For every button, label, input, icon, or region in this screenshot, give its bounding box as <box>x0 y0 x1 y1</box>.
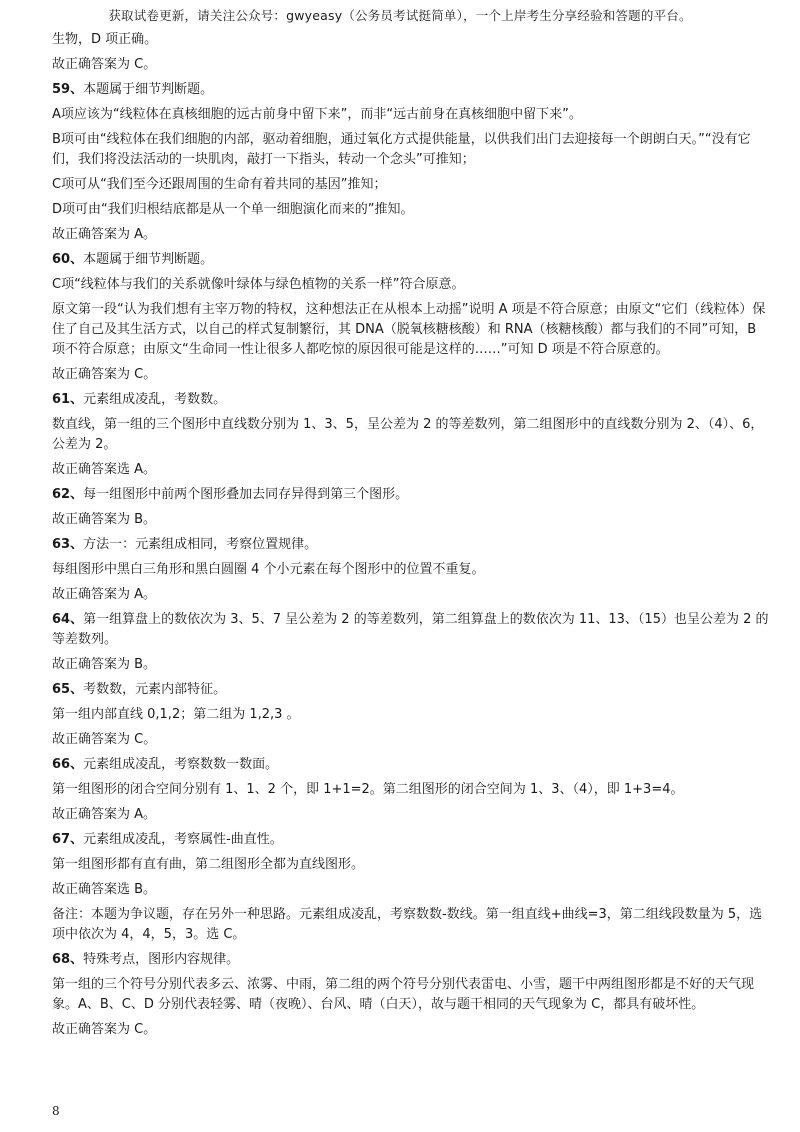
question-heading <box>52 390 770 410</box>
body-paragraph: 故正确答案为 B。 <box>52 657 157 672</box>
question-heading-text: 方法一：元素组成相同，考察位置规律。 <box>83 537 318 552</box>
question-heading <box>52 680 770 700</box>
question-number: 66、 <box>52 757 84 772</box>
body-paragraph: 第一组内部直线 0,1,2；第二组为 1,2,3 。 <box>52 707 300 722</box>
body-paragraph: 原文第一段“认为我们想有主宰万物的特权，这种想法正在从根本上动摇”说明 A 项是不符合原意；由原文“它们（线粒体）保住了自己及其生活方式，以自己的样式复制繁衍，其 DNA（脱氧核糖核酸）和 RNA（核糖核酸）都与我们的不同”可知，B 项不符合原意；由原文“生命同一性让很多人都吃惊的原因很可能是这样的……”可知 D 项是不符合原意的。 <box>52 302 766 357</box>
body-paragraph: 故正确答案为 C。 <box>52 732 157 747</box>
body-paragraph: C项可从“我们至今还跟周围的生命有着共同的基因”推知； <box>52 177 387 192</box>
question-heading <box>52 755 770 775</box>
question-heading-text: 第一组算盘上的数依次为 3、5、7 呈公差为 2 的等差数列，第二组算盘上的数依次为 11、13、（15）也呈公差为 2 的等差数列。 <box>52 612 769 647</box>
body-paragraph: 故正确答案为 C。 <box>52 367 157 382</box>
body-paragraph: 故正确答案选 A。 <box>52 462 157 477</box>
question-number: 68、 <box>52 952 84 967</box>
question-number: 61、 <box>52 392 84 407</box>
question-number: 60、 <box>52 252 84 267</box>
body-paragraph: 备注：本题为争议题，存在另外一种思路。元素组成凌乱，考察数数-数线。第一组直线+曲线=3，第二组线段数量为 5，选项中依次为 4，4，5，3。选 C。 <box>52 907 763 942</box>
question-heading-text: 考数数，元素内部特征。 <box>83 682 227 697</box>
body-paragraph: 第一组图形的闭合空间分别有 1、1、2 个，即 1+1=2。第二组图形的闭合空间为 1、3、（4），即 1+3=4。 <box>52 782 684 797</box>
body-paragraph: C项“线粒体与我们的关系就像叶绿体与绿色植物的关系一样”符合原意。 <box>52 277 465 292</box>
question-heading-text: 元素组成凌乱，考数数。 <box>83 392 227 407</box>
question-heading-text: 本题属于细节判断题。 <box>83 82 214 97</box>
body-paragraph: 故正确答案为 C。 <box>52 57 157 72</box>
question-number: 65、 <box>52 682 84 697</box>
question-heading <box>52 250 770 270</box>
body-paragraph: 数直线，第一组的三个图形中直线数分别为 1、3、5，呈公差为 2 的等差数列，第二组图形中的直线数分别为 2、（4）、6，公差为 2。 <box>52 417 764 452</box>
page-number: 8 <box>52 1104 60 1118</box>
body-paragraph: B项可由“线粒体在我们细胞的内部，驱动着细胞，通过氧化方式提供能量，以供我们出门去迎接每一个朗朗白天。”“没有它们，我们将没法活动的一块肌肉，敲打一下指头，转动一个念头”可推知； <box>52 132 751 167</box>
body-paragraph: 故正确答案为 A。 <box>52 227 157 242</box>
body-paragraph: 故正确答案为 B。 <box>52 512 157 527</box>
body-paragraph: 故正确答案为 A。 <box>52 587 157 602</box>
question-number: 62、 <box>52 487 84 502</box>
body-paragraph: 第一组的三个符号分别代表多云、浓雾、中雨，第二组的两个符号分别代表雷电、小雪，题干中两组图形都是不好的天气现象。A、B、C、D 分别代表轻雾、晴（夜晚）、台风、晴（白天），故与题干相同的天气现象为 C，都具有破坏性。 <box>52 977 755 1012</box>
question-number: 59、 <box>52 82 84 97</box>
body-paragraph: 故正确答案为 C。 <box>52 1022 157 1037</box>
body-paragraph: 第一组图形都有直有曲，第二组图形全都为直线图形。 <box>52 857 365 872</box>
question-heading <box>52 80 770 100</box>
question-heading-text: 每一组图形中前两个图形叠加去同存异得到第三个图形。 <box>83 487 409 502</box>
body-paragraph: 每组图形中黑白三角形和黑白圆圈 4 个小元素在每个图形中的位置不重复。 <box>52 562 485 577</box>
question-heading-text: 元素组成凌乱，考察数数一数面。 <box>83 757 279 772</box>
question-heading <box>52 485 770 505</box>
question-heading-text: 本题属于细节判断题。 <box>83 252 214 267</box>
question-number: 64、 <box>52 612 84 627</box>
question-heading <box>52 610 770 650</box>
question-number: 63、 <box>52 537 84 552</box>
page-header: 获取试卷更新，请关注公众号：gwyeasy（公务员考试挺简单），一个上岸考生分享经验和答题的平台。 <box>108 8 692 23</box>
body-paragraph: D项可由“我们归根结底都是从一个单一细胞演化而来的”推知。 <box>52 202 414 217</box>
document-body <box>52 30 770 1045</box>
question-heading-text: 元素组成凌乱，考察属性-曲直性。 <box>83 832 283 847</box>
question-heading <box>52 830 770 850</box>
question-heading <box>52 950 770 970</box>
body-paragraph: 生物，D 项正确。 <box>52 32 158 47</box>
body-paragraph: 故正确答案为 A。 <box>52 807 157 822</box>
question-heading-text: 特殊考点，图形内容规律。 <box>83 952 240 967</box>
body-paragraph: A项应该为“线粒体在真核细胞的远古前身中留下来”，而非“远古前身在真核细胞中留下来”。 <box>52 107 582 122</box>
body-paragraph: 故正确答案选 B。 <box>52 882 157 897</box>
question-number: 67、 <box>52 832 84 847</box>
question-heading <box>52 535 770 555</box>
